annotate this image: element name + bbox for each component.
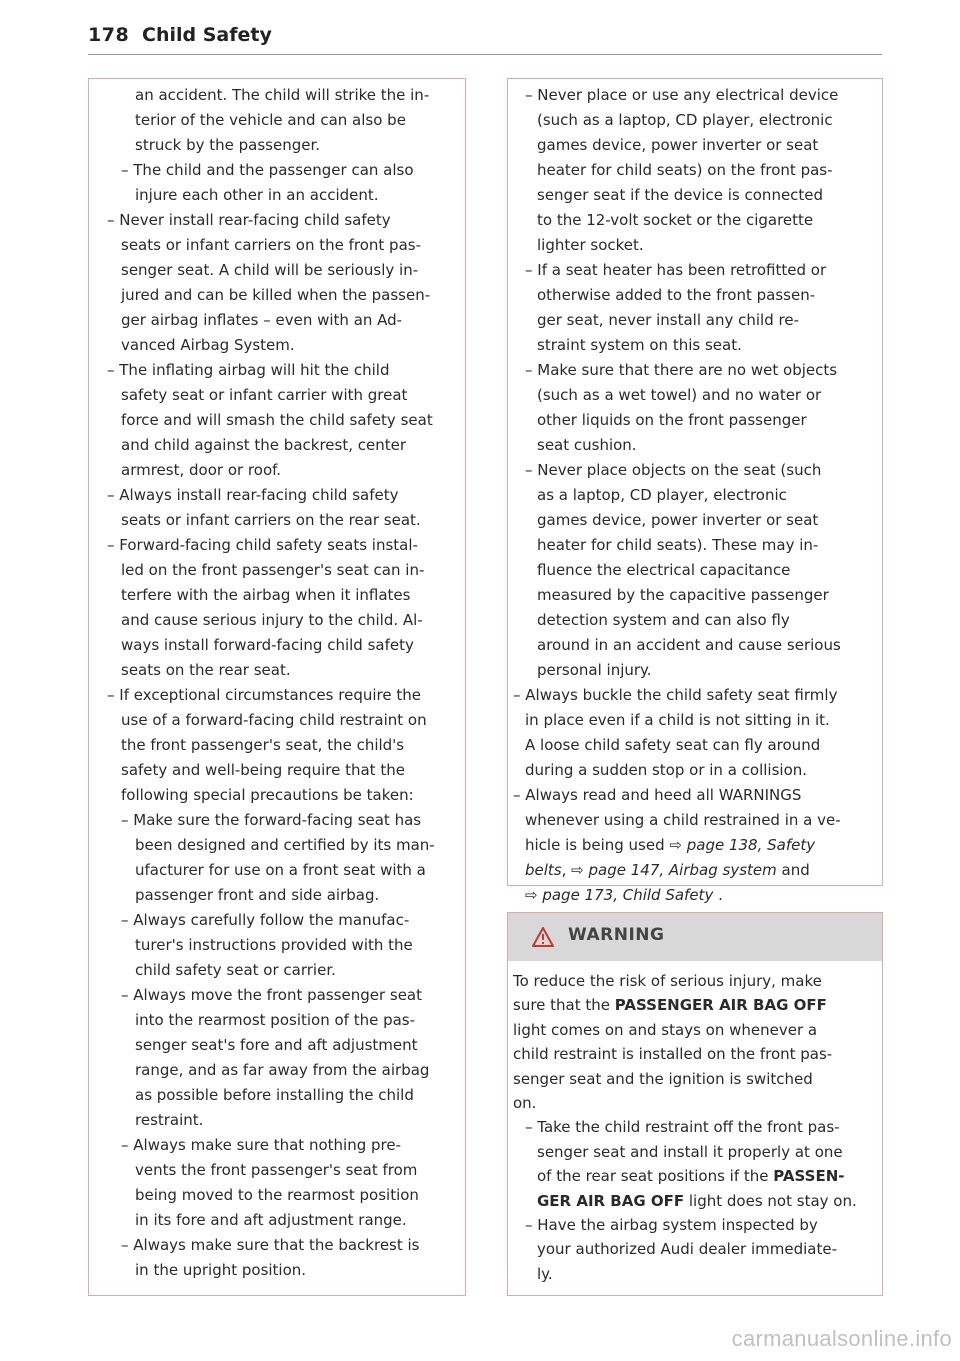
line-text: to the 12-volt socket or the cigarette xyxy=(537,211,814,229)
line-text: passenger front and side airbag. xyxy=(135,886,380,904)
line-text: (such as a laptop, CD player, electronic xyxy=(537,111,833,129)
line-text: the front passenger's seat, the child's xyxy=(121,736,405,754)
line-text: in place even if a child is not sitting in it. xyxy=(525,711,830,729)
line-text: as a laptop, CD player, electronic xyxy=(537,486,787,504)
line-text: armrest, door or roof. xyxy=(121,461,282,479)
text-line xyxy=(121,158,414,183)
line-text: ly. xyxy=(537,1264,553,1283)
page-reference-link: belts xyxy=(525,861,562,879)
line-text: use of a forward-facing child restraint on xyxy=(121,711,427,729)
watermark: carmanualsonline.info xyxy=(731,1326,952,1351)
text-line xyxy=(107,533,418,558)
line-text: injure each other in an accident. xyxy=(135,186,379,204)
text-line xyxy=(121,283,430,308)
line-text: being moved to the rearmost position xyxy=(135,1186,419,1204)
text-line xyxy=(121,333,295,358)
text-line xyxy=(121,458,281,483)
text-line[interactable] xyxy=(525,883,723,908)
text-line xyxy=(135,83,429,108)
text-line xyxy=(537,658,652,683)
line-text: whenever using a child restrained in a ve- xyxy=(525,811,841,829)
line-text: seats or infant carriers on the rear seat. xyxy=(121,511,421,529)
line-text: around in an accident and cause serious xyxy=(537,636,841,654)
text-line xyxy=(525,258,826,283)
text-line xyxy=(135,958,336,983)
text-line xyxy=(121,233,421,258)
line-text: and cause serious injury to the child. Al- xyxy=(121,611,423,629)
text-line xyxy=(537,483,787,508)
line-text: seats on the rear seat. xyxy=(121,661,291,679)
text-line xyxy=(121,558,424,583)
section-title: Child Safety xyxy=(142,24,272,46)
line-text: into the rearmost position of the pas- xyxy=(135,1011,416,1029)
line-text: . xyxy=(713,886,723,904)
line-text: measured by the capacitive passenger xyxy=(537,586,829,604)
line-text: To reduce the risk of serious injury, make xyxy=(513,972,822,990)
line-text: personal injury. xyxy=(537,661,652,679)
line-text: of the rear seat positions if the xyxy=(537,1167,774,1186)
text-line xyxy=(537,1189,857,1214)
text-line xyxy=(513,1042,832,1067)
line-text: led on the front passenger's seat can in- xyxy=(121,561,425,579)
page-reference-link: ⇨ page 173, Child Safety xyxy=(525,886,714,904)
page-reference-link: ⇨ page 147, Airbag system xyxy=(571,861,777,879)
line-text: ger airbag inflates – even with an Ad- xyxy=(121,311,403,329)
warning-triangle-icon xyxy=(532,927,554,947)
text-line xyxy=(537,608,790,633)
line-text: – The child and the passenger can also xyxy=(121,161,414,179)
text-line xyxy=(135,833,435,858)
text-line xyxy=(537,1262,553,1287)
line-text: – Never place objects on the seat (such xyxy=(525,461,822,479)
text-line[interactable] xyxy=(525,833,815,858)
text-line xyxy=(537,1237,837,1262)
text-line xyxy=(121,908,409,933)
line-text: seat cushion. xyxy=(537,436,637,454)
text-line xyxy=(135,883,379,908)
text-line xyxy=(537,283,815,308)
line-text: force and will smash the child safety seat xyxy=(121,411,433,429)
line-text: senger seat if the device is connected xyxy=(537,186,824,204)
line-text: heater for child seats) on the front pas- xyxy=(537,161,833,179)
line-text: – Always move the front passenger seat xyxy=(121,986,422,1004)
line-text: ways install forward-facing child safety xyxy=(121,636,414,654)
text-line xyxy=(525,1115,840,1140)
text-line xyxy=(525,758,807,783)
line-text: following special precautions be taken: xyxy=(121,786,414,804)
text-line xyxy=(135,1258,306,1283)
line-text: – Always install rear-facing child safety xyxy=(107,486,399,504)
line-text: terfere with the airbag when it inflates xyxy=(121,586,411,604)
text-line xyxy=(135,1158,417,1183)
line-text: in its fore and aft adjustment range. xyxy=(135,1211,407,1229)
text-line xyxy=(121,308,402,333)
text-line xyxy=(525,358,837,383)
line-text: range, and as far away from the airbag xyxy=(135,1061,430,1079)
line-text: A loose child safety seat can fly around xyxy=(525,736,821,754)
line-text: – If exceptional circumstances require the xyxy=(107,686,421,704)
text-line xyxy=(121,1133,401,1158)
line-text: fluence the electrical capacitance xyxy=(537,561,791,579)
text-line xyxy=(537,108,833,133)
line-text: – Forward-facing child safety seats instal- xyxy=(107,536,418,554)
text-line xyxy=(135,1083,414,1108)
line-text: child safety seat or carrier. xyxy=(135,961,336,979)
line-text: light comes on and stays on whenever a xyxy=(513,1020,818,1039)
line-text: and xyxy=(776,861,810,879)
line-text: safety seat or infant carrier with great xyxy=(121,386,408,404)
text-line xyxy=(135,1208,407,1233)
line-text: games device, power inverter or seat xyxy=(537,511,819,529)
line-text: sure that the xyxy=(513,996,615,1015)
header-rule xyxy=(88,54,882,55)
text-line xyxy=(121,658,291,683)
text-line xyxy=(135,183,379,208)
line-text: – Always make sure that nothing pre- xyxy=(121,1136,401,1154)
line-text: – Make sure the forward-facing seat has xyxy=(121,811,422,829)
text-line xyxy=(537,1164,844,1189)
line-text: turer's instructions provided with the xyxy=(135,936,413,954)
line-text: other liquids on the front passenger xyxy=(537,411,807,429)
line-text: – Always buckle the child safety seat firmly xyxy=(513,686,838,704)
text-line xyxy=(121,733,404,758)
text-line xyxy=(513,683,837,708)
text-line xyxy=(525,458,821,483)
text-line xyxy=(537,208,813,233)
text-line xyxy=(525,733,820,758)
line-text: – Always carefully follow the manufac- xyxy=(121,911,410,929)
text-line xyxy=(513,1067,813,1092)
bold-term: PASSEN- xyxy=(773,1167,845,1186)
text-line xyxy=(135,858,426,883)
text-line xyxy=(107,208,391,233)
line-text: seats or infant carriers on the front pas- xyxy=(121,236,421,254)
text-line xyxy=(121,1233,420,1258)
line-text: – Never install rear-facing child safety xyxy=(107,211,391,229)
text-line xyxy=(135,1008,415,1033)
text-line xyxy=(537,308,799,333)
line-text: safety and well-being require that the xyxy=(121,761,405,779)
text-line xyxy=(537,233,644,258)
line-text: straint system on this seat. xyxy=(537,336,742,354)
text-line xyxy=(121,258,418,283)
line-text: – If a seat heater has been retrofitted or xyxy=(525,261,827,279)
line-text: hicle is being used ⇨ xyxy=(525,836,687,854)
text-line xyxy=(135,133,320,158)
line-text: senger seat's fore and aft adjustment xyxy=(135,1036,418,1054)
text-line xyxy=(121,708,427,733)
line-text: light does not stay on. xyxy=(684,1191,857,1210)
line-text: senger seat and install it properly at one xyxy=(537,1142,843,1161)
text-line xyxy=(121,433,406,458)
line-text: as possible before installing the child xyxy=(135,1086,414,1104)
line-text: – The inflating airbag will hit the child xyxy=(107,361,390,379)
text-line xyxy=(537,633,841,658)
line-text: detection system and can also fly xyxy=(537,611,790,629)
text-line xyxy=(121,783,414,808)
text-line xyxy=(121,508,421,533)
text-line[interactable] xyxy=(525,858,810,883)
left-column-box xyxy=(88,78,466,1296)
page-number: 178 xyxy=(88,24,130,46)
text-line xyxy=(525,708,830,733)
line-text: otherwise added to the front passen- xyxy=(537,286,816,304)
line-text: heater for child seats). These may in- xyxy=(537,536,819,554)
warning-header xyxy=(508,913,882,961)
text-line xyxy=(121,808,421,833)
text-line xyxy=(537,408,807,433)
bold-term: PASSENGER AIR BAG OFF xyxy=(614,996,827,1015)
line-text: child restraint is installed on the front pas- xyxy=(513,1045,833,1064)
line-text: (such as a wet towel) and no water or xyxy=(537,386,822,404)
line-text: , xyxy=(561,861,572,879)
text-line xyxy=(537,533,818,558)
text-line xyxy=(121,408,433,433)
line-text: on. xyxy=(513,1094,537,1112)
text-line xyxy=(537,583,829,608)
text-line xyxy=(537,1140,843,1165)
text-line xyxy=(121,983,422,1008)
bold-term: GER AIR BAG OFF xyxy=(537,1191,685,1210)
text-line xyxy=(537,133,818,158)
text-line xyxy=(537,383,821,408)
line-text: senger seat and the ignition is switched xyxy=(513,1069,813,1088)
line-text: – Have the airbag system inspected by xyxy=(525,1216,818,1234)
text-line xyxy=(537,433,637,458)
text-line xyxy=(525,1213,818,1238)
line-text: lighter socket. xyxy=(537,236,644,254)
text-line xyxy=(513,1018,817,1043)
text-line xyxy=(107,358,389,383)
line-text: restraint. xyxy=(135,1111,204,1129)
line-text: games device, power inverter or seat xyxy=(537,136,819,154)
text-line xyxy=(121,383,407,408)
text-line xyxy=(513,1091,536,1116)
line-text: – Always make sure that the backrest is xyxy=(121,1236,420,1254)
text-line xyxy=(513,993,827,1018)
text-line xyxy=(537,333,742,358)
line-text: ger seat, never install any child re- xyxy=(537,311,799,329)
line-text: been designed and certified by its man- xyxy=(135,836,435,854)
text-line xyxy=(525,83,838,108)
text-line xyxy=(121,633,414,658)
warning-title: WARNING xyxy=(568,925,665,945)
line-text: vents the front passenger's seat from xyxy=(135,1161,418,1179)
text-line xyxy=(513,783,801,808)
text-line xyxy=(135,1108,203,1133)
warning-box xyxy=(507,912,883,1296)
line-text: – Always read and heed all WARNINGS xyxy=(513,786,802,804)
text-line xyxy=(525,808,841,833)
line-text: terior of the vehicle and can also be xyxy=(135,111,406,129)
text-line xyxy=(537,158,833,183)
text-line xyxy=(537,558,790,583)
line-text: struck by the passenger. xyxy=(135,136,321,154)
page-header xyxy=(88,24,882,58)
text-line xyxy=(135,933,413,958)
text-line xyxy=(135,1183,419,1208)
line-text: jured and can be killed when the passen- xyxy=(121,286,431,304)
text-line xyxy=(135,1058,429,1083)
line-text: an accident. The child will strike the in- xyxy=(135,86,430,104)
line-text: your authorized Audi dealer immediate- xyxy=(537,1240,838,1259)
text-line xyxy=(121,608,423,633)
text-line xyxy=(121,583,410,608)
line-text: senger seat. A child will be seriously in- xyxy=(121,261,419,279)
line-text: vanced Airbag System. xyxy=(121,336,295,354)
text-line xyxy=(537,508,818,533)
line-text: – Take the child restraint off the front pas- xyxy=(525,1118,840,1137)
line-text: – Make sure that there are no wet objects xyxy=(525,361,838,379)
text-line xyxy=(107,683,421,708)
line-text: – Never place or use any electrical device xyxy=(525,86,839,104)
text-line xyxy=(513,969,822,994)
line-text: in the upright position. xyxy=(135,1261,307,1279)
line-text: and child against the backrest, center xyxy=(121,436,406,454)
text-line xyxy=(121,758,405,783)
line-text: during a sudden stop or in a collision. xyxy=(525,761,808,779)
text-line xyxy=(135,1033,418,1058)
line-text: ufacturer for use on a front seat with a xyxy=(135,861,426,879)
text-line xyxy=(537,183,823,208)
right-column-box xyxy=(507,78,883,904)
page-reference-link: page 138, Safety xyxy=(686,836,816,854)
text-line xyxy=(107,483,399,508)
text-line xyxy=(135,108,406,133)
